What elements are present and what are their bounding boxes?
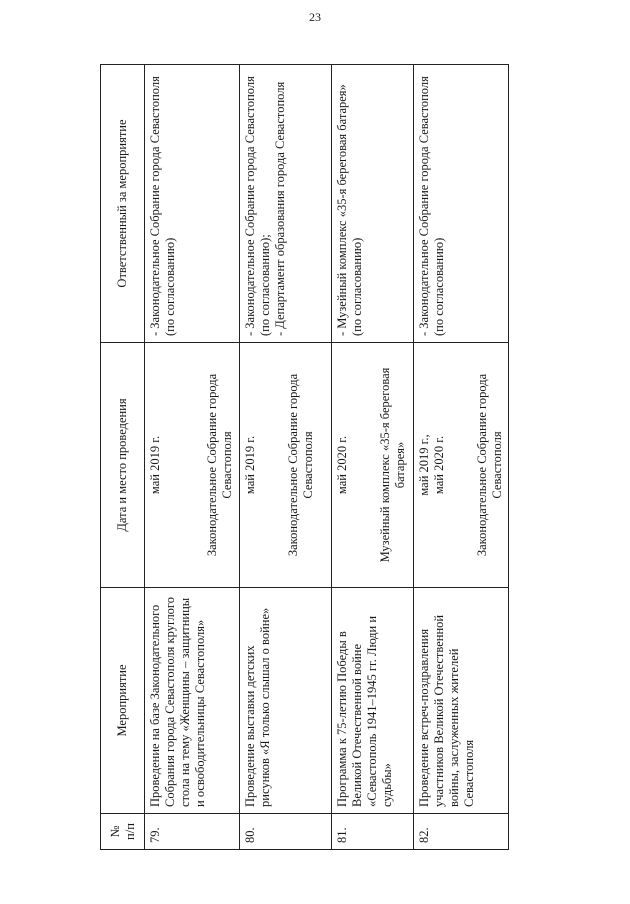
row-event: Программа к 75-летию Победы в Великой Отечественной войне «Севастополь 1941–1945 гг. Люди и судьбы» [332, 588, 414, 814]
header-responsible: Ответственный за мероприятие [101, 65, 145, 343]
row-date-place [240, 343, 332, 588]
row-place: Законодательное Собрание города Севастополя [475, 373, 504, 557]
header-num: № п/п [101, 814, 145, 850]
table-header-row [101, 65, 145, 850]
row-event: Проведение встреч-поздравления участников Великой Отечественной войны, заслуженных жителей Севастополя [414, 588, 509, 814]
table-row [145, 65, 240, 850]
row-number: 81. [332, 814, 414, 850]
row-number: 80. [240, 814, 332, 850]
row-responsible: - Законодательное Собрание города Севастополя (по согласованию) [414, 65, 509, 343]
row-event: Проведение выставки детских рисунков «Я только слышал о войне» [240, 588, 332, 814]
row-place: Законодательное Собрание города Севастополя [205, 373, 234, 557]
events-table-rotated [100, 65, 504, 850]
responsible-line: (по согласованию) [350, 237, 364, 336]
table-row [414, 65, 509, 850]
row-date: май 2020 г. [335, 435, 349, 495]
row-place: Законодательное Собрание города Севастополя [286, 373, 315, 557]
row-date: май 2020 г. [432, 435, 446, 495]
row-date: май 2019 г. [243, 435, 257, 495]
table-row [240, 65, 332, 850]
row-event: Проведение на базе Законодательного Собрания города Севастополя круглого стола на тему «Женщины – защитницы и освободительницы Севастополя» [145, 588, 240, 814]
row-date: май 2019 г., [417, 434, 431, 496]
responsible-line: - Департамент образования города Севастополя [273, 81, 287, 336]
row-date-place [332, 343, 414, 588]
responsible-line: - Музейный комплекс «35-я береговая батарея» [335, 84, 349, 336]
row-place: Музейный комплекс «35-я береговая батарея» [378, 367, 407, 563]
header-date-place: Дата и место проведения [101, 343, 145, 588]
row-number: 82. [414, 814, 509, 850]
row-responsible [332, 65, 414, 343]
events-table [100, 64, 509, 850]
table-row [332, 65, 414, 850]
row-date: май 2019 г. [148, 435, 162, 495]
responsible-line: (по согласованию); [258, 234, 272, 336]
responsible-line: - Законодательное Собрание города Севастополя [243, 76, 257, 336]
row-date-place [414, 343, 509, 588]
row-responsible [240, 65, 332, 343]
header-event: Мероприятие [101, 588, 145, 814]
row-responsible: - Законодательное Собрание города Севастополя (по согласованию) [145, 65, 240, 343]
row-number: 79. [145, 814, 240, 850]
page-number: 23 [309, 10, 321, 24]
row-date-place [145, 343, 240, 588]
